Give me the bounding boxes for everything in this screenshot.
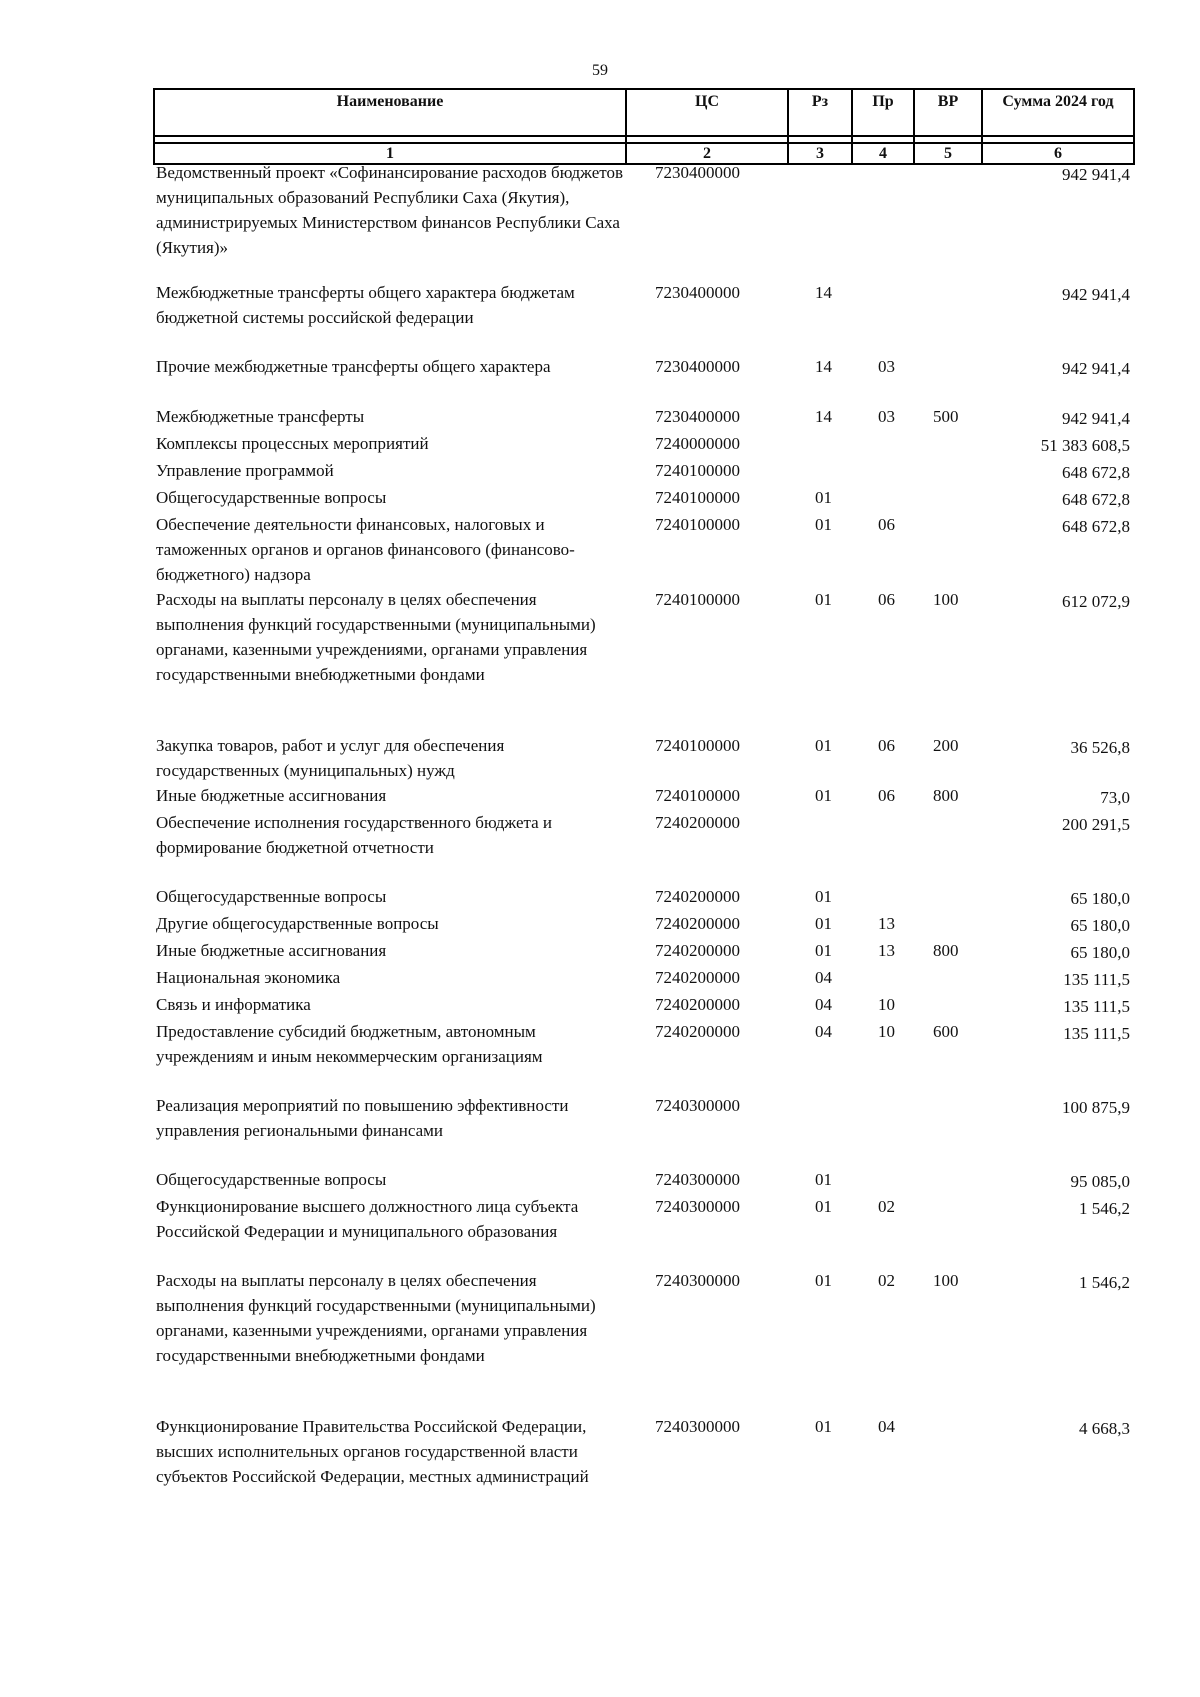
cell-sum: 648 672,8: [1062, 463, 1130, 482]
cell-pr: 03: [878, 407, 895, 426]
cell-cs: 7240300000: [655, 1417, 740, 1436]
cell-sum: 65 180,0: [1070, 889, 1130, 908]
cell-name: Иные бюджетные ассигнования: [156, 941, 387, 960]
cell-pr: 06: [878, 786, 895, 805]
cell-rz: 04: [815, 995, 832, 1014]
header-names-row: [154, 89, 1134, 136]
header-pr: Пр: [852, 89, 914, 136]
column-number: 5: [914, 143, 982, 164]
table-row: [153, 485, 1133, 512]
cell-name: Общегосударственные вопросы: [156, 1170, 387, 1189]
cell-sum: 942 941,4: [1062, 409, 1130, 428]
cell-vr: [913, 354, 981, 404]
cell-pr: [851, 810, 913, 884]
cell-sum: 942 941,4: [1062, 165, 1130, 184]
cell-pr: [851, 884, 913, 911]
cell-name: Управление программой: [156, 461, 334, 480]
cell-rz: 04: [815, 968, 832, 987]
cell-cs: 7240300000: [655, 1271, 740, 1290]
table-header: [153, 88, 1135, 165]
cell-vr: [913, 884, 981, 911]
header-cs: ЦС: [626, 89, 788, 136]
cell-name: Обеспечение исполнения государственного бюджета и формирование бюджетной отчетности: [156, 813, 553, 857]
cell-name: Другие общегосударственные вопросы: [156, 914, 439, 933]
cell-cs: 7230400000: [655, 357, 740, 376]
cell-name: Прочие межбюджетные трансферты общего характера: [156, 357, 551, 376]
cell-cs: 7230400000: [655, 163, 740, 182]
cell-cs: 7230400000: [655, 283, 740, 302]
table-row: [153, 992, 1133, 1019]
header-name: Наименование: [154, 89, 626, 136]
cell-pr: 02: [878, 1197, 895, 1216]
table-row: [153, 458, 1133, 485]
cell-vr: [913, 1167, 981, 1194]
cell-name: Функционирование Правительства Российской Федерации, высших исполнительных органов государственной власти субъектов Российской Федерации, местных администраций: [156, 1417, 589, 1486]
table-row: [153, 1093, 1133, 1167]
cell-rz: [787, 810, 851, 884]
cell-sum: 100 875,9: [1062, 1098, 1130, 1117]
header-vr: ВР: [914, 89, 982, 136]
cell-rz: [787, 431, 851, 458]
cell-cs: 7240100000: [655, 786, 740, 805]
table-row: [153, 1414, 1133, 1514]
column-number: 4: [852, 143, 914, 164]
cell-vr: [913, 810, 981, 884]
cell-pr: 04: [878, 1417, 895, 1436]
cell-name: Общегосударственные вопросы: [156, 488, 387, 507]
cell-rz: [787, 160, 851, 280]
cell-vr: [913, 512, 981, 587]
table-row: [153, 965, 1133, 992]
cell-rz: 01: [815, 941, 832, 960]
cell-name: Иные бюджетные ассигнования: [156, 786, 387, 805]
table-row: [153, 280, 1133, 354]
cell-cs: 7230400000: [655, 407, 740, 426]
table-row: [153, 938, 1133, 965]
cell-rz: 14: [815, 357, 832, 376]
cell-vr: [913, 911, 981, 938]
table-row: [153, 404, 1133, 431]
cell-name: Общегосударственные вопросы: [156, 887, 387, 906]
cell-pr: 03: [878, 357, 895, 376]
cell-vr: 200: [933, 736, 959, 755]
cell-pr: [851, 965, 913, 992]
cell-rz: 01: [815, 590, 832, 609]
cell-sum: 135 111,5: [1063, 1024, 1130, 1043]
cell-sum: 200 291,5: [1062, 815, 1130, 834]
cell-sum: 648 672,8: [1062, 490, 1130, 509]
cell-rz: 14: [815, 407, 832, 426]
cell-cs: 7240100000: [655, 590, 740, 609]
cell-name: Ведомственный проект «Софинансирование расходов бюджетов муниципальных образований Республики Саха (Якутия), администрируемых Министерством финансов Республики Саха (Якутия)»: [156, 163, 623, 257]
budget-table: [153, 160, 1133, 1514]
cell-vr: [913, 280, 981, 354]
cell-rz: 01: [815, 736, 832, 755]
cell-sum: 51 383 608,5: [1040, 436, 1130, 455]
cell-name: Связь и информатика: [156, 995, 311, 1014]
column-number: 3: [788, 143, 852, 164]
table-row: [153, 1268, 1133, 1414]
cell-cs: 7240200000: [655, 941, 740, 960]
cell-sum: 1 546,2: [1079, 1273, 1130, 1292]
cell-name: Межбюджетные трансферты: [156, 407, 365, 426]
cell-pr: [851, 485, 913, 512]
cell-name: Расходы на выплаты персоналу в целях обеспечения выполнения функций государственными (муниципальными) органами, казенными учреждениями, органами управления государственными внебюджетными фондами: [156, 1271, 596, 1365]
cell-cs: 7240100000: [655, 461, 740, 480]
cell-sum: 65 180,0: [1070, 916, 1130, 935]
cell-cs: 7240200000: [655, 887, 740, 906]
table-row: [153, 512, 1133, 587]
cell-vr: 100: [933, 1271, 959, 1290]
cell-vr: 800: [933, 941, 959, 960]
cell-vr: [913, 1093, 981, 1167]
cell-sum: 942 941,4: [1062, 285, 1130, 304]
cell-sum: 73,0: [1100, 788, 1130, 807]
cell-vr: [913, 992, 981, 1019]
cell-sum: 1 546,2: [1079, 1199, 1130, 1218]
cell-pr: [851, 458, 913, 485]
cell-sum: 648 672,8: [1062, 517, 1130, 536]
cell-vr: [913, 1414, 981, 1514]
cell-sum: 135 111,5: [1063, 997, 1130, 1016]
table-row: [153, 431, 1133, 458]
cell-cs: 7240200000: [655, 914, 740, 933]
cell-vr: [913, 485, 981, 512]
cell-name: Реализация мероприятий по повышению эффективности управления региональными финансами: [156, 1096, 569, 1140]
cell-name: Комплексы процессных мероприятий: [156, 434, 429, 453]
column-number: 2: [626, 143, 788, 164]
cell-cs: 7240200000: [655, 968, 740, 987]
cell-vr: [913, 431, 981, 458]
cell-cs: 7240100000: [655, 488, 740, 507]
column-number: 6: [982, 143, 1134, 164]
table-row: [153, 1194, 1133, 1268]
cell-pr: 06: [878, 736, 895, 755]
cell-sum: 135 111,5: [1063, 970, 1130, 989]
cell-rz: 01: [815, 887, 832, 906]
cell-sum: 4 668,3: [1079, 1419, 1130, 1438]
cell-rz: 01: [815, 1417, 832, 1436]
cell-sum: 612 072,9: [1062, 592, 1130, 611]
cell-rz: [787, 458, 851, 485]
cell-rz: 01: [815, 1170, 832, 1189]
cell-vr: 500: [933, 407, 959, 426]
cell-pr: 13: [878, 941, 895, 960]
table-row: [153, 160, 1133, 280]
cell-cs: 7240200000: [655, 813, 740, 832]
column-number: 1: [154, 143, 626, 164]
cell-rz: 04: [815, 1022, 832, 1041]
cell-pr: [851, 1167, 913, 1194]
header-rz: Рз: [788, 89, 852, 136]
cell-rz: 01: [815, 914, 832, 933]
cell-name: Функционирование высшего должностного лица субъекта Российской Федерации и муниципального образования: [156, 1197, 579, 1241]
cell-rz: 01: [815, 1271, 832, 1290]
table-row: [153, 911, 1133, 938]
cell-pr: 06: [878, 590, 895, 609]
cell-rz: 01: [815, 786, 832, 805]
cell-rz: 01: [815, 1197, 832, 1216]
cell-pr: [851, 280, 913, 354]
cell-sum: 36 526,8: [1070, 738, 1130, 757]
cell-cs: 7240300000: [655, 1170, 740, 1189]
cell-pr: [851, 1093, 913, 1167]
cell-pr: 10: [878, 1022, 895, 1041]
cell-vr: [913, 458, 981, 485]
cell-name: Расходы на выплаты персоналу в целях обеспечения выполнения функций государственными (муниципальными) органами, казенными учреждениями, органами управления государственными внебюджетными фондами: [156, 590, 596, 684]
table-row: [153, 1167, 1133, 1194]
cell-rz: 01: [815, 515, 832, 534]
cell-pr: 06: [878, 515, 895, 534]
cell-name: Предоставление субсидий бюджетным, автономным учреждениям и иным некоммерческим организациям: [156, 1022, 543, 1066]
table-row: [153, 783, 1133, 810]
table-row: [153, 354, 1133, 404]
cell-cs: 7240300000: [655, 1197, 740, 1216]
cell-pr: 10: [878, 995, 895, 1014]
cell-sum: 95 085,0: [1070, 1172, 1130, 1191]
cell-name: Закупка товаров, работ и услуг для обеспечения государственных (муниципальных) нужд: [156, 736, 505, 780]
table-row: [153, 810, 1133, 884]
cell-cs: 7240200000: [655, 1022, 740, 1041]
cell-vr: 600: [933, 1022, 959, 1041]
table-row: [153, 1019, 1133, 1093]
cell-rz: [787, 1093, 851, 1167]
cell-sum: 65 180,0: [1070, 943, 1130, 962]
table-row: [153, 884, 1133, 911]
cell-name: Национальная экономика: [156, 968, 341, 987]
cell-pr: [851, 160, 913, 280]
cell-cs: 7240000000: [655, 434, 740, 453]
cell-cs: 7240200000: [655, 995, 740, 1014]
cell-vr: 800: [933, 786, 959, 805]
page-number: 59: [592, 62, 608, 79]
header-sum: Сумма 2024 год: [982, 89, 1134, 136]
cell-rz: 14: [815, 283, 832, 302]
cell-vr: 100: [933, 590, 959, 609]
cell-sum: 942 941,4: [1062, 359, 1130, 378]
cell-pr: 13: [878, 914, 895, 933]
cell-pr: 02: [878, 1271, 895, 1290]
cell-name: Межбюджетные трансферты общего характера бюджетам бюджетной системы российской федерации: [156, 283, 575, 327]
table-row: [153, 733, 1133, 783]
cell-cs: 7240300000: [655, 1096, 740, 1115]
cell-vr: [913, 965, 981, 992]
cell-vr: [913, 1194, 981, 1268]
cell-name: Обеспечение деятельности финансовых, налоговых и таможенных органов и органов финансового (финансово-бюджетного) надзора: [156, 515, 575, 584]
cell-vr: [913, 160, 981, 280]
cell-cs: 7240100000: [655, 736, 740, 755]
table-row: [153, 587, 1133, 733]
cell-cs: 7240100000: [655, 515, 740, 534]
cell-pr: [851, 431, 913, 458]
cell-rz: 01: [815, 488, 832, 507]
